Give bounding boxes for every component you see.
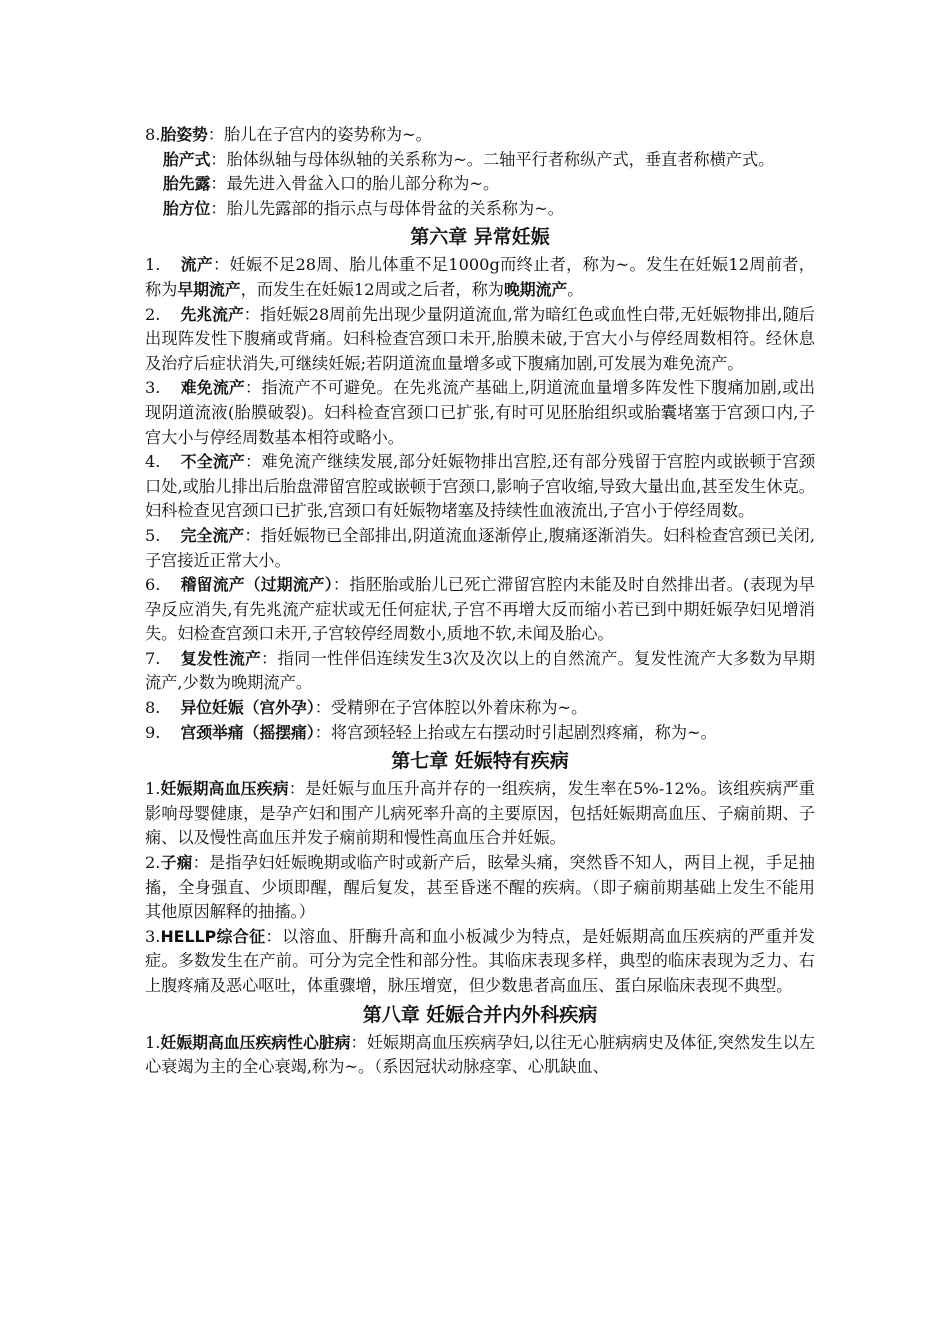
ch6-item-2 [145, 303, 815, 377]
item-number: 3. [145, 926, 161, 946]
item-number: 1. [145, 1032, 161, 1052]
definition-text: 指流产不可避免。在先兆流产基础上,阴道流血量增多阵发性下腹痛加剧,或出现阴道流液(胎膜破裂)。妇科检查宫颈口已扩张,有时可见胚胎组织或胎囊堵塞于宫颈口内,子宫大小与停经周数基本相符或略小。 [145, 378, 816, 447]
term: 妊娠期高血压疾病 [160, 779, 289, 799]
ch6-item-9 [145, 721, 815, 746]
separator: ： [332, 575, 350, 595]
term: 异位妊娠（宫外孕） [180, 698, 315, 718]
definition-text: 是妊娠与血压升高并存的一组疾病，发生率在5%-12%。该组疾病严重影响母婴健康，是孕产妇和围产儿病死率升高的主要原因，包括妊娠期高血压、子痫前期、子痫、以及慢性高血压并发子痫前期和慢性高血压合并妊娠。 [145, 779, 815, 848]
definition-text: 胎体纵轴与母体纵轴的关系称为~。二轴平行者称纵产式，垂直者称横产式。 [226, 149, 775, 169]
term: 胎先露 [163, 174, 211, 194]
item-number: 5. [145, 525, 161, 545]
ch6-item-7 [145, 647, 815, 696]
item-number: 3. [145, 378, 161, 398]
term: 胎产式 [163, 149, 211, 169]
separator: ： [350, 1032, 367, 1052]
definition-text: 妊娠不足28周、胎儿体重不足1000g而终止者，称为~。发生在妊娠12周前者，称为 [145, 255, 815, 299]
definition-fetal-position [145, 197, 815, 222]
item-number: 1. [145, 255, 161, 275]
definition-text: 指胚胎或胎儿已死亡滞留宫腔内未能及时自然排出者。(表现为早孕反应消失,有先兆流产症状或无任何症状,子宫不再增大反而缩小若已到中期妊娠孕妇见增消失。妇检查宫颈口未开,子宫较停经周数小,质地不软,未闻及胎心。 [145, 575, 815, 644]
separator: ： [288, 779, 306, 799]
item-number: 6. [145, 575, 161, 595]
term: 先兆流产 [180, 304, 244, 324]
definition-text: 难免流产继续发展,部分妊娠物排出宫腔,还有部分残留于宫腔内或嵌顿于宫颈口处,或胎儿排出后胎盘滞留宫腔或嵌顿于宫颈口,影响子宫收缩,导致大量出血,甚至发生休克。妇科检查见宫颈口已扩张,宫颈口有妊娠物堵塞及持续性血液流出,子宫小于停经周数。 [145, 452, 816, 521]
item-number: 2. [145, 304, 161, 324]
definition-text: 指妊娠28周前先出现少量阴道流血,常为暗红色或血性白带,无妊娠物排出,随后出现阵发性下腹痛或背痛。妇科检查宫颈口未开,胎膜未破,于宫大小与停经周数相符。经休息及治疗后症状消失,可继续妊娠;若阴道流血量增多或下腹痛加剧,可发展为难免流产。 [145, 304, 815, 373]
separator: ： [212, 255, 230, 275]
chapter-8-heading: 第八章 妊娠合并内外科疾病 [362, 1003, 598, 1026]
item-number: 1. [145, 779, 161, 799]
separator: ： [243, 304, 260, 324]
separator: ： [244, 378, 262, 398]
definition-fetal-lie [145, 148, 815, 173]
separator: ： [207, 125, 225, 144]
ch8-item-1 [145, 1031, 815, 1080]
definition-text: 受精卵在子宫体腔以外着床称为~。 [330, 698, 588, 718]
document-page [145, 123, 815, 1080]
term: 完全流产 [180, 525, 245, 545]
ch7-item-1 [145, 777, 815, 851]
definition-text: 胎儿先露部的指示点与母体骨盆的关系称为~。 [226, 198, 564, 218]
separator: ： [314, 698, 331, 718]
definition-fetal-attitude [145, 123, 815, 148]
separator: ： [210, 174, 227, 194]
separator: ： [210, 149, 227, 169]
term: 子痫 [160, 853, 193, 873]
definition-text: 胎儿在子宫内的姿势称为~。 [224, 125, 432, 144]
ch6-item-1 [145, 253, 815, 302]
definition-text: ，而发生在妊娠12周或之后者，称为 [240, 279, 504, 299]
term: 稽留流产（过期流产） [180, 575, 333, 595]
ch6-item-6 [145, 573, 815, 647]
term: 胎方位 [163, 198, 211, 218]
chapter-7-heading: 第七章 妊娠特有疾病 [391, 750, 569, 773]
item-number: 9. [145, 722, 161, 742]
item-number: 8. [145, 698, 161, 718]
term: 流产 [180, 255, 213, 275]
term: 妊娠期高血压疾病性心脏病 [160, 1032, 351, 1052]
definition-fetal-presentation [145, 172, 815, 197]
ch6-item-5 [145, 524, 815, 573]
ch6-item-8 [145, 696, 815, 721]
separator: ： [314, 722, 331, 742]
term: HELLP综合征 [160, 926, 266, 946]
definition-text: 妊娠期高血压疾病孕妇,以往无心脏病病史及体征,突然发生以左心衰竭为主的全心衰竭,称为~。（系因冠状动脉痉挛、心肌缺血、 [145, 1032, 816, 1077]
ch6-item-4 [145, 450, 815, 524]
definition-text: 是指孕妇妊娠晚期或临产时或新产后，眩晕头痛，突然昏不知人，两目上视，手足抽搐，全身强直、少顷即醒，醒后复发，甚至昏迷不醒的疾病。（即子痫前期基础上发生不能用其他原因解释的抽搐。） [145, 853, 815, 922]
item-number: 2. [145, 853, 161, 873]
separator: ： [261, 648, 278, 668]
term-early-abortion: 早期流产 [177, 279, 241, 299]
definition-text: 将宫颈轻轻上抬或左右摆动时引起剧烈疼痛，称为~。 [330, 722, 717, 742]
term: 宫颈举痛（摇摆痛） [180, 722, 315, 742]
term: 难免流产 [180, 378, 245, 398]
item-number: 8. [145, 125, 161, 144]
definition-text: 以溶血、肝酶升高和血小板减少为特点，是妊娠期高血压疾病的严重并发症。多数发生在产前。可分为完全性和部分性。其临床表现多样，典型的临床表现为乏力、右上腹疼痛及恶心呕吐，体重骤增，脉压增宽，但少数患者高血压、蛋白尿临床表现不典型。 [145, 926, 815, 995]
ch6-item-3 [145, 376, 815, 450]
term-late-abortion: 晚期流产 [504, 279, 568, 299]
ch7-item-3 [145, 925, 815, 999]
definition-text: 指同一性伴侣连续发生3次及次以上的自然流产。复发性流产大多数为早期流产,少数为晚期流产。 [145, 648, 815, 693]
term: 胎姿势 [160, 125, 208, 144]
separator: ： [210, 198, 227, 218]
separator: ： [192, 853, 210, 873]
separator: ： [244, 525, 261, 545]
definition-text: 。 [567, 279, 584, 299]
definition-text: 指妊娠物已全部排出,阴道流血逐渐停止,腹痛逐渐消失。妇科检查宫颈已关闭,子宫接近正常大小。 [145, 525, 815, 570]
item-number: 7. [145, 648, 161, 668]
term: 复发性流产 [180, 648, 262, 668]
definition-text: 最先进入骨盆入口的胎儿部分称为~。 [226, 174, 500, 194]
separator: ： [244, 452, 262, 472]
term: 不全流产 [180, 452, 245, 472]
separator: ： [265, 926, 283, 946]
ch7-item-2 [145, 851, 815, 925]
chapter-6-heading: 第六章 异常妊娠 [410, 226, 550, 249]
item-number: 4. [145, 452, 161, 472]
